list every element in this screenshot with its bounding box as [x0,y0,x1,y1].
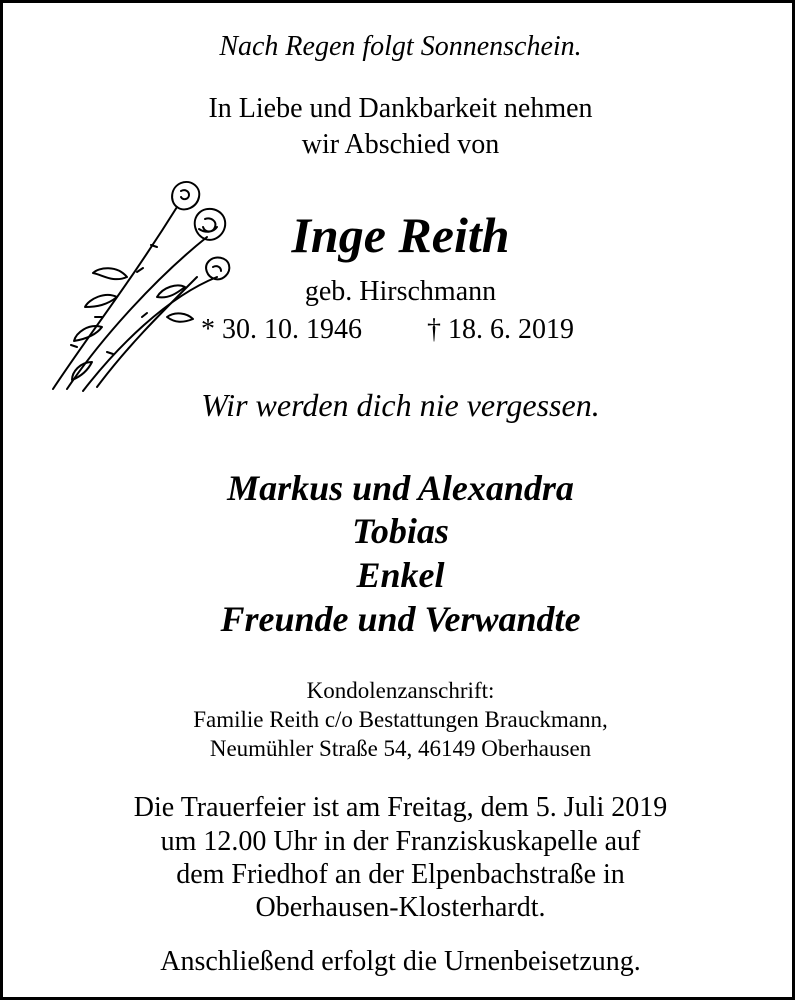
motto: Nach Regen folgt Sonnenschein. [219,31,582,62]
death-date: † 18. 6. 2019 [427,314,574,345]
birth-date: * 30. 10. 1946 [201,314,362,345]
intro-line-2: wir Abschied von [301,129,500,160]
condolence-address-line: Neumühler Straße 54, 46149 Oberhausen [209,736,592,761]
funeral-info-line: dem Friedhof an der Elpenbachstraße in [176,859,625,890]
intro-line-1: In Liebe und Dankbarkeit nehmen [208,93,593,124]
funeral-info-line: Die Trauerfeier ist am Freitag, dem 5. Juli 2019 [133,792,668,823]
birth-name: geb. Hirschmann [304,276,497,307]
mourner-line: Tobias [352,511,449,551]
burial-note: Anschließend erfolgt die Urnenbeisetzung. [160,946,641,977]
remembrance-line: Wir werden dich nie vergessen. [201,387,600,423]
mourner-line: Enkel [356,555,445,595]
funeral-info-line: Oberhausen-Klosterhardt. [255,892,546,923]
mourner-line: Freunde und Verwandte [220,599,581,639]
funeral-info-line: um 12.00 Uhr in der Franziskuskapelle auf [160,826,641,857]
mourner-line: Markus und Alexandra [227,468,574,508]
deceased-name: Inge Reith [291,207,510,263]
condolence-heading: Kondolenzanschrift: [306,678,495,703]
condolence-address-line: Familie Reith c/o Bestattungen Brauckmann, [193,707,608,732]
